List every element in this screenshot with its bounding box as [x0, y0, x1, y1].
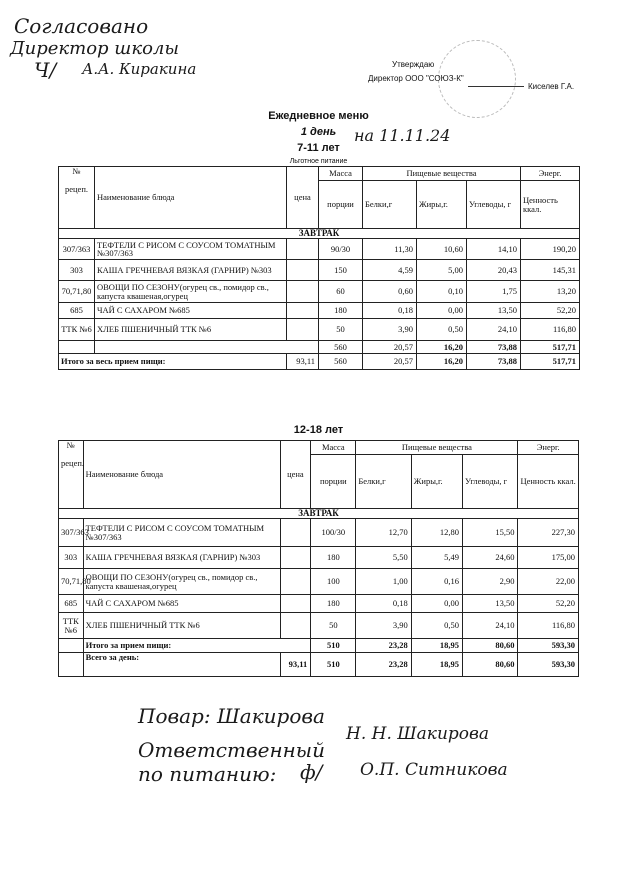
- header-price: цена: [287, 167, 319, 229]
- proteins-cell: 1,00: [356, 569, 411, 595]
- dish-cell: ХЛЕБ ПШЕНИЧНЫЙ ТТК №6: [95, 319, 287, 341]
- mass-cell: 100/30: [311, 519, 356, 547]
- header-energy-value: Ценность ккал.: [521, 181, 580, 229]
- table-row: [59, 547, 579, 569]
- proteins-cell: 3,90: [356, 613, 411, 639]
- price-cell: [280, 547, 311, 569]
- fats-cell: 12,80: [411, 519, 462, 547]
- subtotal-mass: 510: [311, 639, 356, 653]
- header-portion: порции: [311, 455, 356, 509]
- table-row: [59, 319, 580, 341]
- fats-cell: 0,00: [417, 303, 467, 319]
- header-energy: Энерг.: [518, 441, 579, 455]
- mass-cell: 90/30: [319, 239, 363, 260]
- recipe-cell: 307/363: [59, 519, 84, 547]
- total-proteins: 20,57: [363, 354, 417, 370]
- dish-cell: ТЕФТЕЛИ С РИСОМ С СОУСОМ ТОМАТНЫМ №307/363: [83, 519, 280, 547]
- mass-cell: 150: [319, 260, 363, 281]
- dish-cell: ОВОЩИ ПО СЕЗОНУ(огурец св., помидор св., капуста квашеная,огурец: [95, 281, 287, 303]
- fats-cell: 5,00: [417, 260, 467, 281]
- table-row: [59, 260, 580, 281]
- dish-cell: КАША ГРЕЧНЕВАЯ ВЯЗКАЯ (ГАРНИР) №303: [83, 547, 280, 569]
- total-carbs: 80,60: [463, 653, 518, 677]
- proteins-cell: 0,60: [363, 281, 417, 303]
- subtotal-mass: 560: [319, 341, 363, 354]
- carbs-cell: 24,10: [467, 319, 521, 341]
- total-fats: 18,95: [411, 653, 462, 677]
- energy-cell: 227,30: [518, 519, 579, 547]
- table1-age-group: 7-11 лет: [297, 142, 340, 154]
- responsible-signature-mark: ф/: [300, 760, 323, 784]
- subtotal-label: Итого за прием пищи:: [83, 639, 311, 653]
- subtotal-energy: 517,71: [521, 341, 580, 354]
- dish-cell: КАША ГРЕЧНЕВАЯ ВЯЗКАЯ (ГАРНИР) №303: [95, 260, 287, 281]
- dish-cell: ОВОЩИ ПО СЕЗОНУ(огурец св., помидор св., капуста квашеная,огурец: [83, 569, 280, 595]
- carbs-cell: 13,50: [463, 595, 518, 613]
- total-energy: 593,30: [518, 653, 579, 677]
- total-row: [59, 354, 580, 370]
- total-mass: 560: [319, 354, 363, 370]
- price-cell: [280, 519, 311, 547]
- table-row: [59, 303, 580, 319]
- section-breakfast: ЗАВТРАК: [59, 509, 579, 519]
- header-num: № рецеп.: [59, 167, 95, 229]
- table-row: [59, 569, 579, 595]
- proteins-cell: 12,70: [356, 519, 411, 547]
- recipe-cell: 303: [59, 547, 84, 569]
- responsible-line2: по питанию:: [138, 762, 277, 786]
- price-cell: [280, 595, 311, 613]
- subtotal-energy: 593,30: [518, 639, 579, 653]
- cook-label: Повар: Шакирова: [138, 704, 325, 728]
- approval-left-line2: Директор школы: [10, 38, 180, 59]
- carbs-cell: 24,60: [463, 547, 518, 569]
- header-energy: Энерг.: [521, 167, 580, 181]
- carbs-cell: 15,50: [463, 519, 518, 547]
- menu-day-text: 1 день: [300, 126, 337, 138]
- dish-cell: ЧАЙ С САХАРОМ №685: [83, 595, 280, 613]
- menu-title: Ежедневное меню: [268, 110, 369, 122]
- section-breakfast: ЗАВТРАК: [59, 229, 580, 239]
- recipe-cell: 70,71,80: [59, 281, 95, 303]
- fats-cell: 0,16: [411, 569, 462, 595]
- header-fats: Жиры,г.: [411, 455, 462, 509]
- recipe-cell: 303: [59, 260, 95, 281]
- proteins-cell: 5,50: [356, 547, 411, 569]
- subtotal-empty: [59, 639, 84, 653]
- approval-right-label: Утверждаю: [392, 60, 435, 69]
- menu-table-12-18: [58, 440, 579, 677]
- total-mass: 510: [311, 653, 356, 677]
- total-empty: [59, 653, 84, 677]
- header-num: № рецеп.: [59, 441, 84, 509]
- dish-cell: ЧАЙ С САХАРОМ №685: [95, 303, 287, 319]
- price-cell: [287, 303, 319, 319]
- total-label: Итого за весь прием пищи:: [59, 354, 287, 370]
- left-signature-mark: Ч/: [34, 58, 57, 82]
- header-proteins: Белки,г: [356, 455, 411, 509]
- table-row: [59, 595, 579, 613]
- price-cell: [287, 260, 319, 281]
- header-fats: Жиры,г.: [417, 181, 467, 229]
- total-fats: 16,20: [417, 354, 467, 370]
- price-cell: [287, 239, 319, 260]
- proteins-cell: 11,30: [363, 239, 417, 260]
- energy-cell: 190,20: [521, 239, 580, 260]
- recipe-cell: 70,71,80: [59, 569, 84, 595]
- mass-cell: 50: [319, 319, 363, 341]
- subtotal-fats: 16,20: [417, 341, 467, 354]
- table-row: [59, 519, 579, 547]
- mass-cell: 180: [311, 547, 356, 569]
- total-price: 93,11: [287, 354, 319, 370]
- energy-cell: 52,20: [518, 595, 579, 613]
- total-energy: 517,71: [521, 354, 580, 370]
- header-dish: Наименование блюда: [95, 167, 287, 229]
- carbs-cell: 2,90: [463, 569, 518, 595]
- recipe-cell: 307/363: [59, 239, 95, 260]
- menu-table-7-11: [58, 166, 580, 370]
- fats-cell: 10,60: [417, 239, 467, 260]
- total-row: [59, 653, 579, 677]
- header-nutrients: Пищевые вещества: [356, 441, 518, 455]
- header-price: цена: [280, 441, 311, 509]
- total-label: Всего за день:: [83, 653, 280, 677]
- subtotal-empty: [59, 341, 95, 354]
- approval-left-line1: Согласовано: [14, 14, 149, 38]
- mass-cell: 50: [311, 613, 356, 639]
- header-carbs: Углеводы, г: [467, 181, 521, 229]
- mass-cell: 100: [311, 569, 356, 595]
- header-energy-value: Ценность ккал.: [518, 455, 579, 509]
- fats-cell: 5,49: [411, 547, 462, 569]
- carbs-cell: 24,10: [463, 613, 518, 639]
- price-cell: [280, 569, 311, 595]
- carbs-cell: 13,50: [467, 303, 521, 319]
- energy-cell: 116,80: [521, 319, 580, 341]
- subtotal-carbs: 73,88: [467, 341, 521, 354]
- responsible-line1: Ответственный: [138, 738, 325, 762]
- proteins-cell: 4,59: [363, 260, 417, 281]
- energy-cell: 145,31: [521, 260, 580, 281]
- recipe-cell: 685: [59, 303, 95, 319]
- subtotal-proteins: 23,28: [356, 639, 411, 653]
- table1-subtitle: Льготное питание: [289, 158, 348, 165]
- energy-cell: 13,20: [521, 281, 580, 303]
- energy-cell: 175,00: [518, 547, 579, 569]
- mass-cell: 180: [319, 303, 363, 319]
- price-cell: [287, 281, 319, 303]
- menu-day: [0, 126, 637, 138]
- menu-date-handwritten: на 11.11.24: [354, 126, 451, 145]
- mass-cell: 60: [319, 281, 363, 303]
- cook-name: Н. Н. Шакирова: [346, 724, 490, 744]
- header-mass: Масса: [319, 167, 363, 181]
- energy-cell: 52,20: [521, 303, 580, 319]
- mass-cell: 180: [311, 595, 356, 613]
- header-carbs: Углеводы, г: [463, 455, 518, 509]
- energy-cell: 22,00: [518, 569, 579, 595]
- subtotal-row: [59, 639, 579, 653]
- table2-age-group: 12-18 лет: [293, 424, 344, 436]
- subtotal-fats: 18,95: [411, 639, 462, 653]
- proteins-cell: 0,18: [363, 303, 417, 319]
- recipe-cell: ТТК №6: [59, 613, 84, 639]
- fats-cell: 0,50: [411, 613, 462, 639]
- carbs-cell: 1,75: [467, 281, 521, 303]
- header-nutrients: Пищевые вещества: [363, 167, 521, 181]
- subtotal-row: [59, 341, 580, 354]
- approval-right-name: Киселев Г.А.: [528, 82, 575, 91]
- dish-cell: ХЛЕБ ПШЕНИЧНЫЙ ТТК №6: [83, 613, 280, 639]
- carbs-cell: 20,43: [467, 260, 521, 281]
- approval-right-position: Директор ООО "СОЮЗ-К": [368, 74, 464, 83]
- responsible-name: О.П. Ситникова: [360, 760, 508, 780]
- total-price: 93,11: [280, 653, 311, 677]
- table-row: [59, 239, 580, 260]
- subtotal-label: [95, 341, 319, 354]
- header-portion: порции: [319, 181, 363, 229]
- fats-cell: 0,50: [417, 319, 467, 341]
- table-row: [59, 281, 580, 303]
- price-cell: [280, 613, 311, 639]
- proteins-cell: 3,90: [363, 319, 417, 341]
- table-row: [59, 613, 579, 639]
- carbs-cell: 14,10: [467, 239, 521, 260]
- subtotal-carbs: 80,60: [463, 639, 518, 653]
- price-cell: [287, 319, 319, 341]
- approval-right-signature-line: [468, 86, 524, 87]
- fats-cell: 0,00: [411, 595, 462, 613]
- recipe-cell: 685: [59, 595, 84, 613]
- header-proteins: Белки,г: [363, 181, 417, 229]
- energy-cell: 116,80: [518, 613, 579, 639]
- subtotal-proteins: 20,57: [363, 341, 417, 354]
- total-carbs: 73,88: [467, 354, 521, 370]
- total-proteins: 23,28: [356, 653, 411, 677]
- fats-cell: 0,10: [417, 281, 467, 303]
- header-mass: Масса: [311, 441, 356, 455]
- recipe-cell: ТТК №6: [59, 319, 95, 341]
- approval-left-line3: А.А. Киракина: [82, 60, 197, 78]
- header-dish: Наименование блюда: [83, 441, 280, 509]
- dish-cell: ТЕФТЕЛИ С РИСОМ С СОУСОМ ТОМАТНЫМ №307/363: [95, 239, 287, 260]
- proteins-cell: 0,18: [356, 595, 411, 613]
